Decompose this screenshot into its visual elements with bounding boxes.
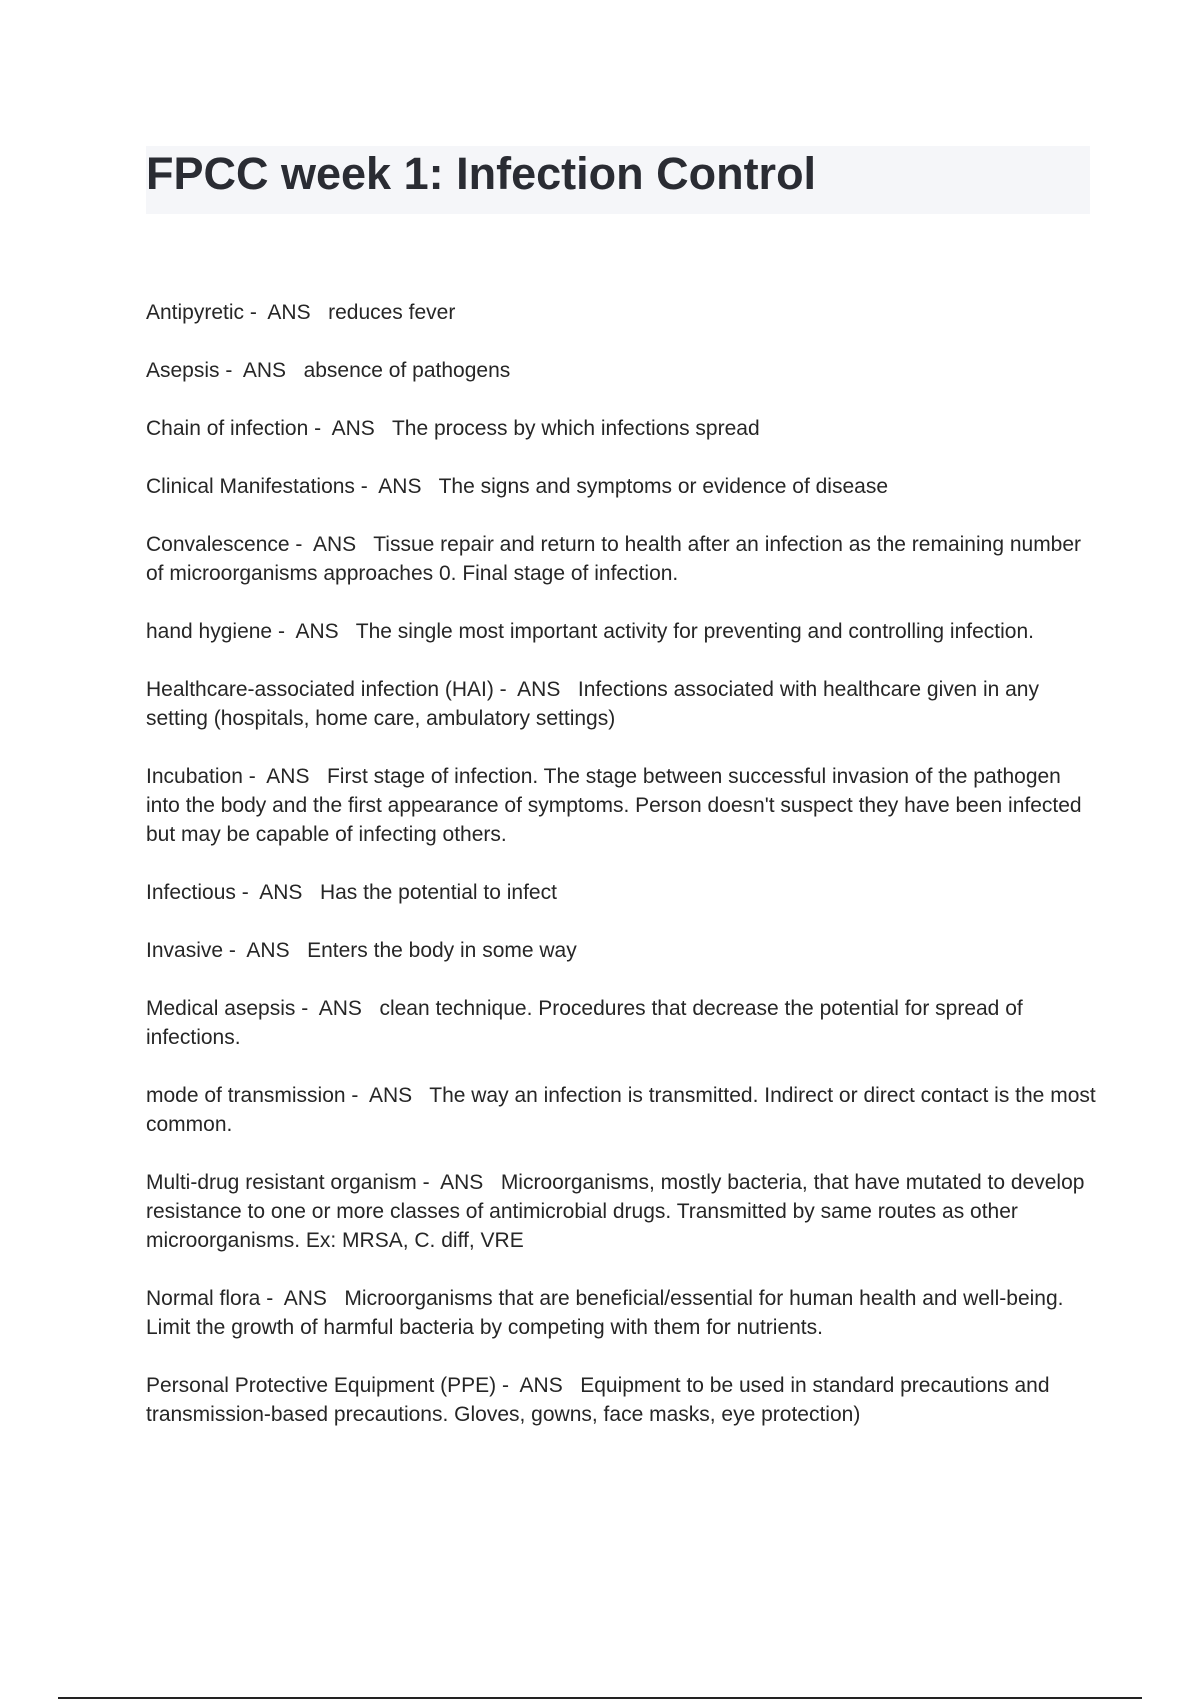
entry-definition: The single most important activity for preventing and controlling infection. (355, 620, 1034, 643)
flashcard-entry: Multi-drug resistant organism - ANS Microorganisms, mostly bacteria, that have mutated to develop resistance to one or more classes of antimicrobial drugs. Transmitted by same routes as other microorganisms. Ex: MRSA, C. diff, VRE (146, 1171, 1085, 1252)
flashcard-entry: mode of transmission - ANS The way an infection is transmitted. Indirect or direct contact is the most common. (146, 1084, 1096, 1136)
answer-marker: ANS (283, 1287, 327, 1310)
entry-definition: The way an infection is transmitted. Indirect or direct contact is the most common. (146, 1084, 1096, 1136)
answer-marker: ANS (378, 475, 422, 498)
entry-term: Asepsis (146, 359, 220, 382)
entry-definition: Has the potential to infect (319, 881, 557, 904)
flashcard-entry: Healthcare-associated infection (HAI) - ANS Infections associated with healthcare given in any setting (hospitals, home care, ambulatory settings) (146, 678, 1039, 730)
flashcard-entry: Infectious - ANS Has the potential to infect (146, 881, 557, 904)
flashcard-entry: Normal flora - ANS Microorganisms that are beneficial/essential for human health and well-being. Limit the growth of harmful bacteria by competing with them for nutrients. (146, 1287, 1064, 1339)
entry-definition: The process by which infections spread (391, 417, 760, 440)
answer-marker: ANS (368, 1084, 413, 1107)
entry-term: mode of transmission (146, 1084, 346, 1107)
entry-term: Clinical Manifestations (146, 475, 355, 498)
entry-definition: Equipment to be used in standard precautions and transmission-based precautions. Gloves, gowns, face masks, eye protection) (146, 1374, 1050, 1426)
answer-marker: ANS (246, 939, 290, 962)
entry-term: Infectious (146, 881, 236, 904)
entry-term: Healthcare-associated infection (HAI) (146, 678, 494, 701)
answer-marker: ANS (331, 417, 375, 440)
entry-definition: absence of pathogens (303, 359, 511, 382)
entry-term: hand hygiene (146, 620, 273, 643)
answer-marker: ANS (267, 301, 311, 324)
flashcard-entry: Chain of infection - ANS The process by which infections spread (146, 417, 760, 440)
flashcard-entry: Medical asepsis - ANS clean technique. Procedures that decrease the potential for spread of infections. (146, 997, 1023, 1049)
entry-definition: The signs and symptoms or evidence of disease (438, 475, 888, 498)
entry-term: Antipyretic (146, 301, 245, 324)
flashcard-list (146, 298, 1096, 1458)
flashcard-entry: hand hygiene - ANS The single most important activity for preventing and controlling infection. (146, 620, 1034, 643)
answer-marker: ANS (440, 1171, 484, 1194)
answer-marker: ANS (312, 533, 357, 556)
entry-definition: Infections associated with healthcare given in any setting (hospitals, home care, ambulatory settings) (146, 678, 1039, 730)
answer-marker: ANS (519, 1374, 563, 1397)
flashcard-entry: Antipyretic - ANS reduces fever (146, 301, 456, 324)
answer-marker: ANS (266, 765, 310, 788)
entry-term: Incubation (146, 765, 243, 788)
entry-definition: Microorganisms that are beneficial/essential for human health and well-being. Limit the growth of harmful bacteria by competing with them for nutrients. (146, 1287, 1064, 1339)
entry-definition: First stage of infection. The stage between successful invasion of the pathogen into the body and the first appearance of symptoms. Person doesn't suspect they have been infected but may be capable of infecting others. (146, 765, 1082, 846)
entry-term: Multi-drug resistant organism (146, 1171, 417, 1194)
entry-term: Personal Protective Equipment (PPE) (146, 1374, 497, 1397)
flashcard-entry: Clinical Manifestations - ANS The signs and symptoms or evidence of disease (146, 475, 888, 498)
footer-divider (58, 1697, 1142, 1699)
entry-definition: reduces fever (328, 301, 456, 324)
entry-definition: Tissue repair and return to health after an infection as the remaining number of microorganisms approaches 0. Final stage of infection. (146, 533, 1082, 585)
answer-marker: ANS (318, 997, 362, 1020)
answer-marker: ANS (295, 620, 339, 643)
entry-term: Chain of infection (146, 417, 309, 440)
entry-term: Convalescence (146, 533, 290, 556)
entry-definition: Enters the body in some way (307, 939, 577, 962)
entry-definition: clean technique. Procedures that decrease the potential for spread of infections. (146, 997, 1023, 1049)
entry-term: Normal flora (146, 1287, 261, 1310)
flashcard-entry: Personal Protective Equipment (PPE) - ANS Equipment to be used in standard precautions and transmission-based precautions. Gloves, gowns, face masks, eye protection) (146, 1374, 1050, 1426)
flashcard-entry: Invasive - ANS Enters the body in some way (146, 939, 577, 962)
answer-marker: ANS (517, 678, 561, 701)
answer-marker: ANS (242, 359, 287, 382)
answer-marker: ANS (259, 881, 303, 904)
flashcard-entry: Convalescence - ANS Tissue repair and return to health after an infection as the remaining number of microorganisms approaches 0. Final stage of infection. (146, 533, 1082, 585)
flashcard-entry: Asepsis - ANS absence of pathogens (146, 359, 511, 382)
flashcard-entry: Incubation - ANS First stage of infection. The stage between successful invasion of the pathogen into the body and the first appearance of symptoms. Person doesn't suspect they have been infected but may be capable of infecting others. (146, 765, 1082, 846)
entry-term: Medical asepsis (146, 997, 296, 1020)
entry-definition: Microorganisms, mostly bacteria, that have mutated to develop resistance to one or more classes of antimicrobial drugs. Transmitted by same routes as other microorganisms. Ex: MRSA, C. diff, VRE (146, 1171, 1085, 1252)
entry-term: Invasive (146, 939, 224, 962)
page-title: FPCC week 1: Infection Control (146, 148, 817, 199)
